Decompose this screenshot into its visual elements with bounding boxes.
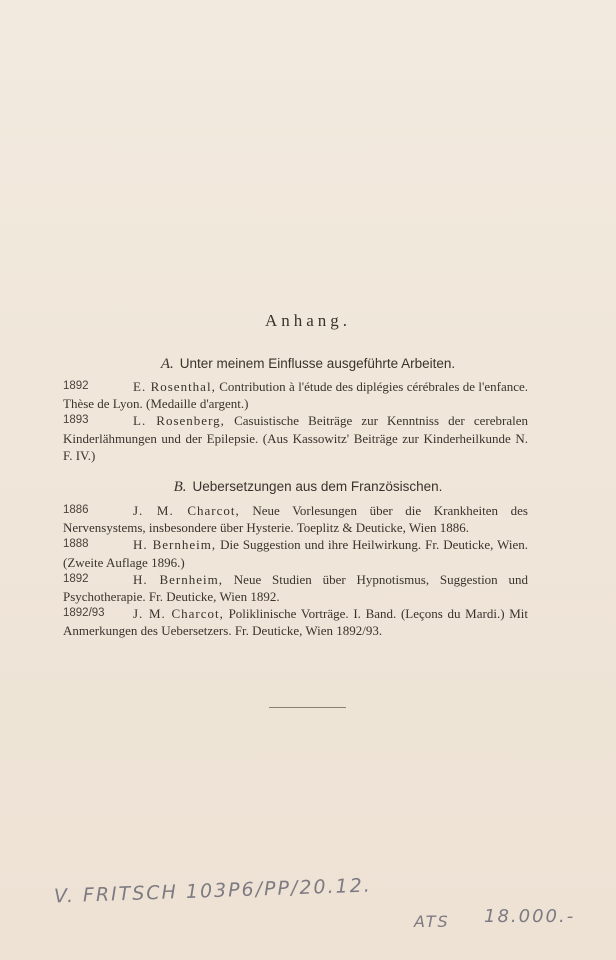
entry-text: Poliklinische Vorträge. I. Band. (Leçons du Mardi.) Mit Anmerkungen des Uebersetzers. Fr. Deuticke, Wien 1892/93. xyxy=(63,606,528,639)
entry-text: Casuistische Beiträge zur Kenntniss der cerebralen Kinderlähmungen und der Epilepsie. (Aus Kassowitz' Beiträge zur Kinderheilkunde N. F. IV.) xyxy=(63,413,528,463)
section-b-heading xyxy=(0,479,616,496)
entry-text: Neue Vorlesungen über die Krankheiten des Nervensystems, insbesondere über Hysterie. Toeplitz & Deuticke, Wien 1886. xyxy=(63,503,528,536)
section-b-entries xyxy=(63,502,528,640)
entry-text: Neue Studien über Hypnotismus, Suggestion und Psychotherapie. Fr. Deuticke, Wien 1892. xyxy=(63,571,528,605)
entry-year: 1892 xyxy=(63,572,89,585)
section-b-title: Uebersetzungen aus dem Französischen. xyxy=(192,479,443,494)
section-b-letter: B. xyxy=(173,479,187,495)
entry-author: H. Bernheim, xyxy=(133,537,217,553)
entry-year: 1892 xyxy=(63,380,89,392)
entry-year: 1893 xyxy=(63,414,89,427)
pencil-shelfmark: V. FRITSCH 103P6/PP/20.12. xyxy=(53,874,373,908)
section-a-letter: A. xyxy=(160,356,174,372)
entry-author: L. Rosenberg, xyxy=(133,413,225,429)
section-a-title: Unter meinem Einflusse ausgeführte Arbeiten. xyxy=(179,356,456,371)
section-a-heading xyxy=(0,356,616,373)
section-a-entries xyxy=(63,378,528,464)
bibliography-entry xyxy=(63,502,528,536)
page-title: Anhang. xyxy=(264,311,352,330)
entry-author: H. Bernheim, xyxy=(133,571,223,587)
bibliography-entry xyxy=(63,378,528,412)
pencil-initials: ATS xyxy=(414,912,450,931)
entry-author: J. M. Charcot, xyxy=(133,503,240,518)
bibliography-entry xyxy=(63,571,528,605)
entry-year: 1888 xyxy=(63,538,89,551)
end-divider xyxy=(269,707,346,708)
bibliography-entry xyxy=(63,536,528,570)
entry-year: 1886 xyxy=(63,504,89,516)
entry-text: Contribution à l'étude des diplégies cérébrales de l'enfance. Thèse de Lyon. (Medaille d'argent.) xyxy=(63,379,529,412)
bibliography-entry xyxy=(63,605,528,639)
entry-year: 1892/93 xyxy=(63,607,105,620)
entry-author: J. M. Charcot, xyxy=(133,606,224,622)
bibliography-entry xyxy=(63,412,528,464)
entry-author: E. Rosenthal, xyxy=(133,379,216,394)
entry-text: Die Suggestion und ihre Heilwirkung. Fr. Deuticke, Wien. (Zweite Auflage 1896.) xyxy=(63,537,528,570)
pencil-price: 18.000.- xyxy=(484,906,576,927)
